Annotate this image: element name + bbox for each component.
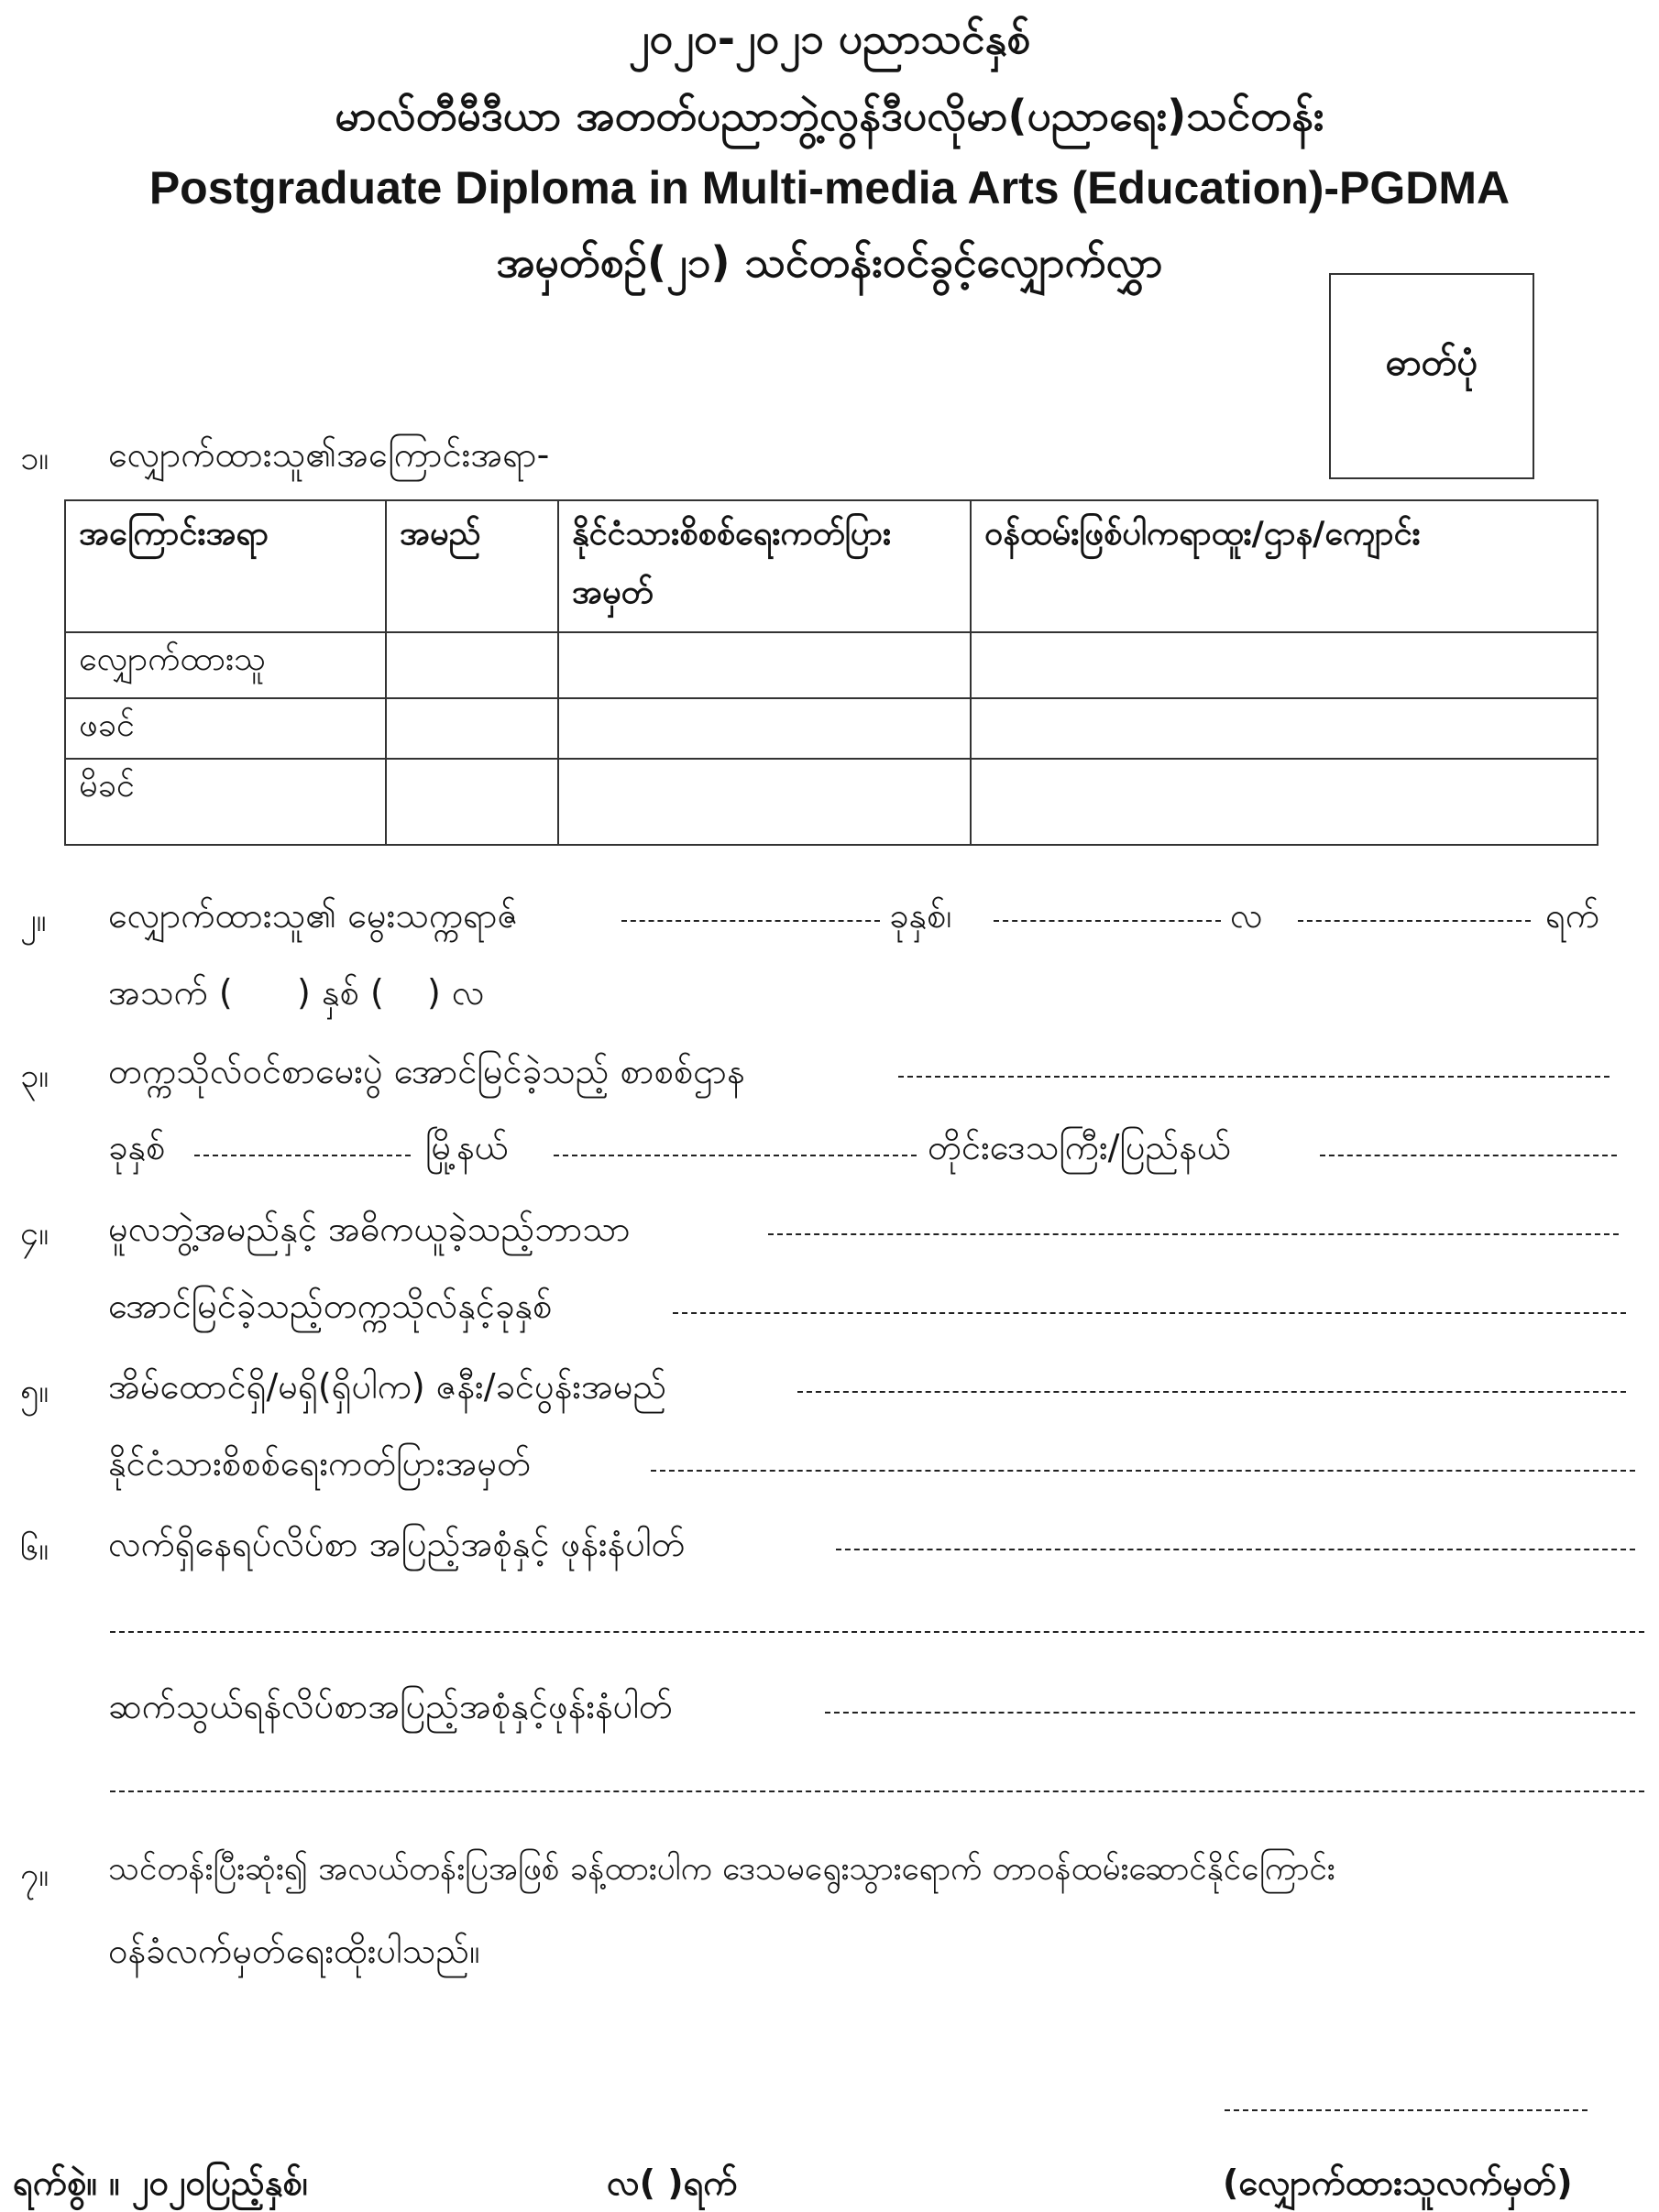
section2-day-label: ရက် (1545, 895, 1600, 936)
table-header-row (65, 500, 1598, 632)
contact-address-field-line2[interactable] (110, 1790, 1644, 1792)
age-prefix: အသက် ( (108, 972, 233, 1013)
section2-month-label: လ (1230, 895, 1263, 936)
section5-label2: နိုင်ငံသားစိစစ်ရေးကတ်ပြားအမှတ် (108, 1443, 532, 1484)
table-cell[interactable] (386, 759, 558, 845)
table-cell[interactable] (558, 759, 971, 845)
table-header: ဝန်ထမ်းဖြစ်ပါကရာထူး/ဌာန/ကျောင်း (971, 500, 1598, 632)
section2-label: လျှောက်ထားသူ၏ မွေးသက္ကရာဇ် (108, 895, 519, 936)
table-cell[interactable] (386, 632, 558, 698)
current-address-field-line2[interactable] (110, 1631, 1644, 1633)
section3-township-label: မြို့နယ် (425, 1127, 509, 1167)
exam-year-field[interactable] (194, 1155, 411, 1156)
spouse-name-field[interactable] (797, 1391, 1626, 1393)
photo-box[interactable] (1329, 273, 1534, 479)
header-english-title: Postgraduate Diploma in Multi-media Arts (Education)-PGDMA (148, 162, 1511, 214)
section5-number: ၅။ (20, 1373, 49, 1410)
section3-year-label: ခုနှစ် (108, 1127, 166, 1167)
section6-number: ၆။ (20, 1530, 49, 1568)
contact-address-field[interactable] (825, 1712, 1635, 1714)
section7-number: ၇။ (20, 1856, 49, 1894)
section2-year-label: ခုနှစ်၊ (889, 895, 952, 936)
header-year: ၂၀၂၀-၂၀၂၁ ပညာသင်နှစ် (628, 14, 1031, 63)
section4-label2: အောင်မြင်ခဲ့သည့်တက္ကသိုလ်နှင့်ခုနှစ် (108, 1286, 553, 1326)
photo-label: ဓာတ်ပုံ (1385, 342, 1478, 384)
section3-region-label: တိုင်းဒေသကြီး/ပြည်နယ် (928, 1127, 1231, 1167)
signature-label: (လျှောက်ထားသူလက်မှတ်) (1223, 2163, 1573, 2203)
section1-label: လျှောက်ထားသူ၏အကြောင်းအရာ- (108, 434, 550, 475)
birth-day-field[interactable] (1298, 920, 1531, 922)
exam-township-field[interactable] (554, 1155, 917, 1156)
table-header: နိုင်ငံသားစိစစ်ရေးကတ်ပြားအမှတ် (558, 500, 971, 632)
table-header: အမည် (386, 500, 558, 632)
section1-number: ၁။ (20, 440, 49, 477)
section4-number: ၄။ (20, 1215, 49, 1253)
date-month-day: လ( )ရက် (607, 2163, 738, 2203)
table-cell: မိခင် (65, 759, 386, 845)
date-label: ရက်စွဲ။ ။ ၂၀၂၀ပြည့်နှစ်၊ (13, 2163, 308, 2203)
table-cell[interactable] (558, 698, 971, 759)
birth-month-field[interactable] (994, 920, 1221, 922)
spouse-nrc-field[interactable] (651, 1470, 1635, 1472)
exam-center-field[interactable] (898, 1076, 1610, 1078)
header-course-title: မာလ်တီမီဒီယာ အတတ်ပညာဘွဲ့လွန်ဒီပလိုမာ(ပညာရေး)သင်တန်း (335, 91, 1324, 140)
section6-label: လက်ရှိနေရပ်လိပ်စာ အပြည့်အစုံနှင့် ဖုန်းနံပါတ် (108, 1524, 686, 1564)
exam-region-field[interactable] (1320, 1155, 1617, 1156)
table-cell[interactable] (971, 759, 1598, 845)
table-cell: ဖခင် (65, 698, 386, 759)
table-cell[interactable] (971, 632, 1598, 698)
section4-label: မူလဘွဲ့အမည်နှင့် အဓိကယူခဲ့သည့်ဘာသာ (108, 1209, 631, 1249)
section3-number: ၃။ (20, 1057, 49, 1095)
section5-label: အိမ်ထောင်ရှိ/မရှိ(ရှိပါက) ဇနီး/ခင်ပွန်းအမည် (108, 1366, 667, 1407)
section6-label2: ဆက်သွယ်ရန်လိပ်စာအပြည့်အစုံနှင့်ဖုန်းနံပါတ် (108, 1686, 673, 1726)
header-form-title: အမှတ်စဉ်(၂၁) သင်တန်းဝင်ခွင့်လျှောက်လွှာ (496, 237, 1163, 287)
applicant-info-table (64, 499, 1599, 846)
table-cell[interactable] (558, 632, 971, 698)
university-field[interactable] (673, 1312, 1626, 1314)
table-cell[interactable] (386, 698, 558, 759)
table-row (65, 759, 1598, 845)
section2-number: ၂။ (20, 902, 47, 939)
table-header: အကြောင်းအရာ (65, 500, 386, 632)
age-mid: ) နှစ် ( (297, 972, 384, 1013)
section7-line2: ဝန်ခံလက်မှတ်ရေးထိုးပါသည်။ (108, 1931, 480, 1971)
table-cell[interactable] (971, 698, 1598, 759)
section3-label: တက္ကသိုလ်ဝင်စာမေးပွဲ အောင်မြင်ခဲ့သည့် စာစစ်ဌာန (108, 1051, 745, 1091)
table-row (65, 632, 1598, 698)
section7-line1: သင်တန်းပြီးဆုံး၍ အလယ်တန်းပြအဖြစ် ခန့်ထားပါက ဒေသမရွေးသွားရောက် တာဝန်ထမ်းဆောင်နိုင်ကြောင်း (108, 1851, 1335, 1888)
signature-line[interactable] (1225, 2109, 1588, 2111)
birth-year-field[interactable] (621, 920, 880, 922)
age-suffix: ) လ (427, 972, 485, 1013)
degree-field[interactable] (768, 1233, 1619, 1235)
table-row (65, 698, 1598, 759)
table-cell: လျှောက်ထားသူ (65, 632, 386, 698)
current-address-field[interactable] (836, 1549, 1635, 1550)
